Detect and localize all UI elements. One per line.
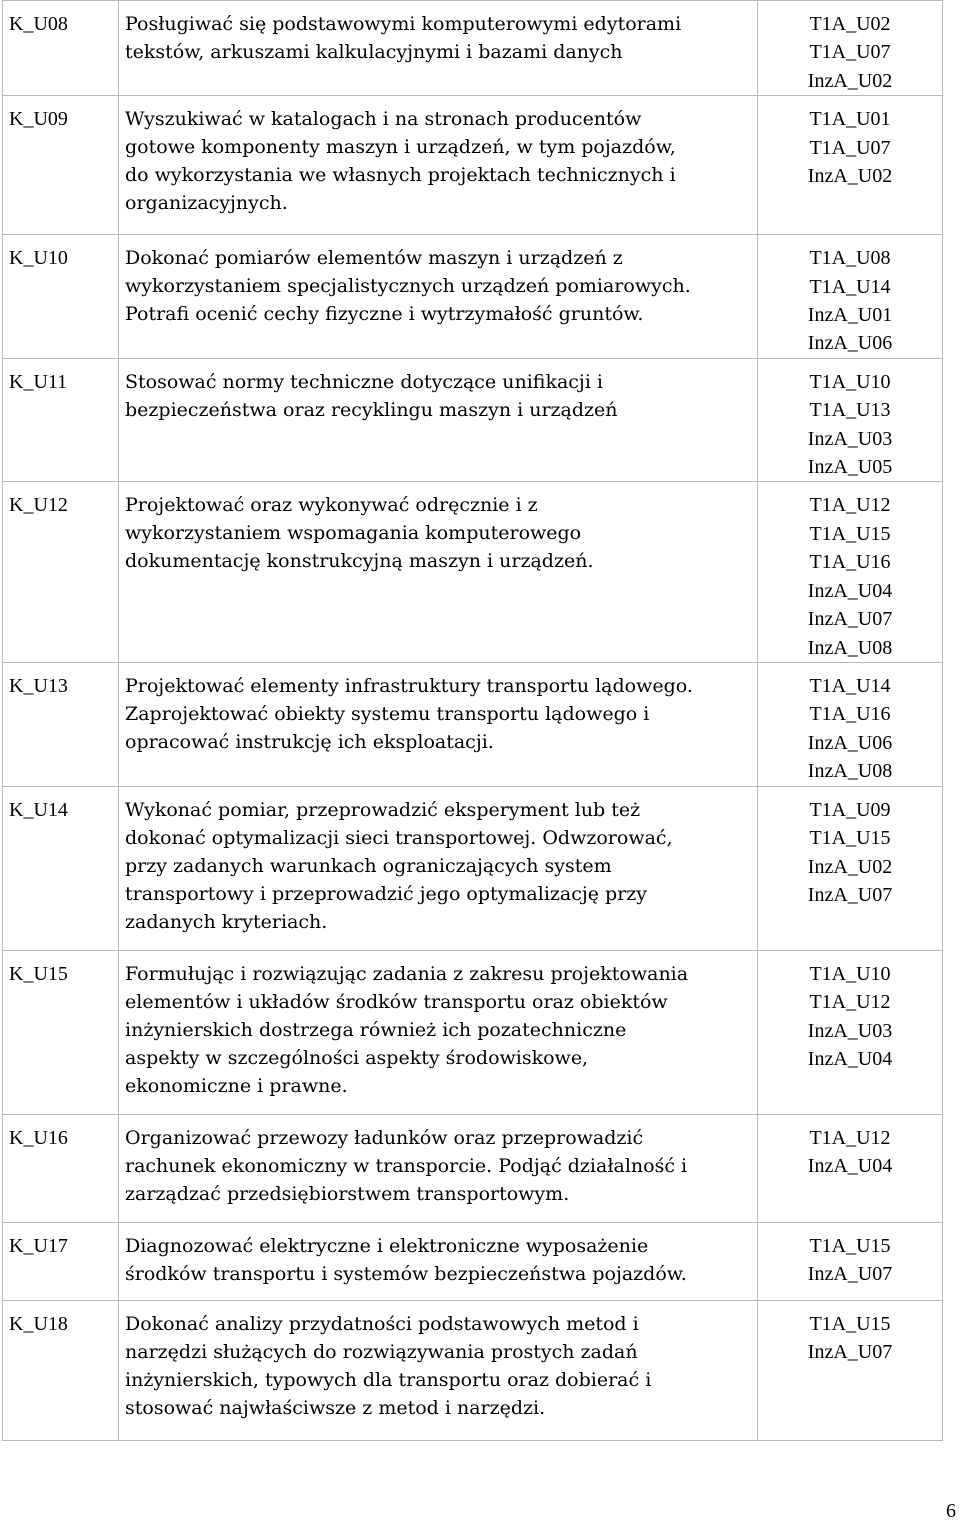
reference-code: T1A_U13: [809, 399, 891, 422]
description-line: elementów i układów środków transportu oraz obiektów: [125, 990, 668, 1013]
description-line: transportowy i przeprowadzić jego optymalizację przy: [125, 882, 648, 905]
table-row: [3, 96, 943, 235]
outcome-references: [758, 1, 943, 96]
description-line: narzędzi służących do rozwiązywania prostych zadań: [125, 1340, 638, 1363]
reference-code: T1A_U15: [809, 1312, 891, 1335]
outcome-code: K_U08: [3, 1, 119, 96]
table-row: [3, 662, 943, 786]
reference-code: InzA_U01: [807, 304, 893, 327]
reference-code: T1A_U08: [809, 247, 891, 270]
outcome-references: [758, 1300, 943, 1440]
outcome-code: K_U09: [3, 96, 119, 235]
table-row: [3, 482, 943, 662]
reference-code: T1A_U10: [809, 962, 891, 985]
reference-code: InzA_U04: [807, 1155, 893, 1178]
outcome-description: [119, 786, 758, 950]
reference-code: InzA_U07: [807, 1263, 893, 1286]
description-line: inżynierskich dostrzega również ich pozatechniczne: [125, 1018, 627, 1041]
description-line: inżynierskich, typowych dla transportu oraz dobierać i: [125, 1368, 652, 1391]
reference-code: T1A_U07: [809, 136, 891, 159]
reference-code: InzA_U08: [807, 636, 893, 659]
description-line: zadanych kryteriach.: [125, 910, 328, 933]
description-line: stosować najwłaściwsze z metod i narzędzi.: [125, 1396, 546, 1419]
reference-code: T1A_U02: [809, 13, 891, 35]
description-line: tekstów, arkuszami kalkulacyjnymi i bazami danych: [125, 41, 623, 63]
reference-code: InzA_U03: [807, 427, 893, 450]
table-row: [3, 358, 943, 482]
outcome-references: [758, 1114, 943, 1222]
description-line: wykorzystaniem specjalistycznych urządzeń pomiarowych.: [125, 275, 691, 298]
learning-outcomes-table: [2, 0, 943, 1441]
reference-code: InzA_U04: [807, 579, 893, 602]
reference-code: InzA_U02: [807, 165, 893, 188]
table-row: [3, 786, 943, 950]
description-line: Organizować przewozy ładunków oraz przeprowadzić: [125, 1126, 644, 1149]
outcome-description: [119, 96, 758, 235]
description-line: wykorzystaniem wspomagania komputerowego: [125, 522, 582, 545]
reference-code: T1A_U14: [809, 275, 891, 298]
description-line: Dokonać analizy przydatności podstawowych metod i: [125, 1312, 639, 1335]
description-line: Dokonać pomiarów elementów maszyn i urządzeń z: [125, 247, 623, 270]
reference-code: T1A_U15: [809, 1234, 891, 1257]
outcome-references: [758, 482, 943, 662]
reference-code: T1A_U12: [809, 1126, 891, 1149]
reference-code: T1A_U10: [809, 370, 891, 393]
table-row: [3, 1300, 943, 1440]
outcome-description: [119, 1300, 758, 1440]
description-line: dokonać optymalizacji sieci transportowej. Odwzorować,: [125, 826, 673, 849]
outcome-references: [758, 235, 943, 359]
reference-code: T1A_U14: [809, 674, 891, 697]
description-line: ekonomiczne i prawne.: [125, 1074, 348, 1097]
outcome-code: K_U14: [3, 786, 119, 950]
reference-code: InzA_U07: [807, 1341, 893, 1364]
outcome-code: K_U10: [3, 235, 119, 359]
outcome-code: K_U12: [3, 482, 119, 662]
outcome-references: [758, 662, 943, 786]
description-line: przy zadanych warunkach ograniczających system: [125, 854, 612, 877]
outcome-description: [119, 358, 758, 482]
table-row: [3, 950, 943, 1114]
description-line: zarządzać przedsiębiorstwem transportowym.: [125, 1182, 570, 1205]
description-line: rachunek ekonomiczny w transporcie. Podjąć działalność i: [125, 1154, 688, 1177]
outcome-code: K_U15: [3, 950, 119, 1114]
reference-code: InzA_U05: [807, 456, 893, 479]
description-line: Zaprojektować obiekty systemu transportu lądowego i: [125, 702, 650, 725]
description-line: gotowe komponenty maszyn i urządzeń, w tym pojazdów,: [125, 136, 676, 159]
outcome-description: [119, 482, 758, 662]
reference-code: T1A_U15: [809, 522, 891, 545]
outcome-description: [119, 1, 758, 96]
description-line: Projektować elementy infrastruktury transportu lądowego.: [125, 674, 693, 697]
description-line: bezpieczeństwa oraz recyklingu maszyn i urządzeń: [125, 398, 618, 421]
description-line: Posługiwać się podstawowymi komputerowymi edytorami: [125, 13, 682, 35]
outcome-references: [758, 950, 943, 1114]
reference-code: InzA_U07: [807, 884, 893, 907]
reference-code: T1A_U01: [809, 108, 891, 131]
reference-code: InzA_U02: [807, 69, 893, 92]
reference-code: T1A_U12: [809, 494, 891, 517]
table-body: [3, 1, 943, 1441]
outcome-description: [119, 235, 758, 359]
reference-code: InzA_U06: [807, 731, 893, 754]
outcome-code: K_U16: [3, 1114, 119, 1222]
outcome-references: [758, 96, 943, 235]
outcome-references: [758, 786, 943, 950]
description-line: Stosować normy techniczne dotyczące unifikacji i: [125, 370, 604, 393]
outcome-code: K_U13: [3, 662, 119, 786]
description-line: Diagnozować elektryczne i elektroniczne wyposażenie: [125, 1234, 649, 1257]
reference-code: InzA_U02: [807, 855, 893, 878]
outcome-code: K_U11: [3, 358, 119, 482]
table-row: [3, 1, 943, 96]
description-line: dokumentację konstrukcyjną maszyn i urządzeń.: [125, 550, 594, 573]
outcome-code: K_U18: [3, 1300, 119, 1440]
reference-code: InzA_U06: [807, 332, 893, 355]
outcome-description: [119, 662, 758, 786]
page-number: 6: [946, 1500, 956, 1522]
description-line: Potrafi ocenić cechy fizyczne i wytrzymałość gruntów.: [125, 303, 644, 326]
reference-code: InzA_U04: [807, 1048, 893, 1071]
reference-code: InzA_U03: [807, 1019, 893, 1042]
outcome-description: [119, 1114, 758, 1222]
reference-code: InzA_U08: [807, 760, 893, 783]
description-line: Projektować oraz wykonywać odręcznie i z: [125, 494, 538, 517]
table-row: [3, 1114, 943, 1222]
outcome-references: [758, 358, 943, 482]
reference-code: T1A_U12: [809, 991, 891, 1014]
outcome-description: [119, 1222, 758, 1300]
description-line: aspekty w szczególności aspekty środowiskowe,: [125, 1046, 589, 1069]
description-line: organizacyjnych.: [125, 192, 288, 215]
description-line: opracować instrukcję ich eksploatacji.: [125, 730, 494, 753]
table-row: [3, 1222, 943, 1300]
table-row: [3, 235, 943, 359]
reference-code: T1A_U07: [809, 41, 891, 64]
description-line: Formułując i rozwiązując zadania z zakresu projektowania: [125, 962, 689, 985]
reference-code: T1A_U16: [809, 703, 891, 726]
outcome-description: [119, 950, 758, 1114]
description-line: do wykorzystania we własnych projektach technicznych i: [125, 164, 676, 187]
reference-code: T1A_U16: [809, 551, 891, 574]
description-line: środków transportu i systemów bezpieczeństwa pojazdów.: [125, 1262, 687, 1285]
reference-code: T1A_U15: [809, 827, 891, 850]
outcome-code: K_U17: [3, 1222, 119, 1300]
description-line: Wykonać pomiar, przeprowadzić eksperyment lub też: [125, 798, 641, 821]
description-line: Wyszukiwać w katalogach i na stronach producentów: [125, 108, 642, 131]
reference-code: T1A_U09: [809, 798, 891, 821]
reference-code: InzA_U07: [807, 608, 893, 631]
outcome-references: [758, 1222, 943, 1300]
